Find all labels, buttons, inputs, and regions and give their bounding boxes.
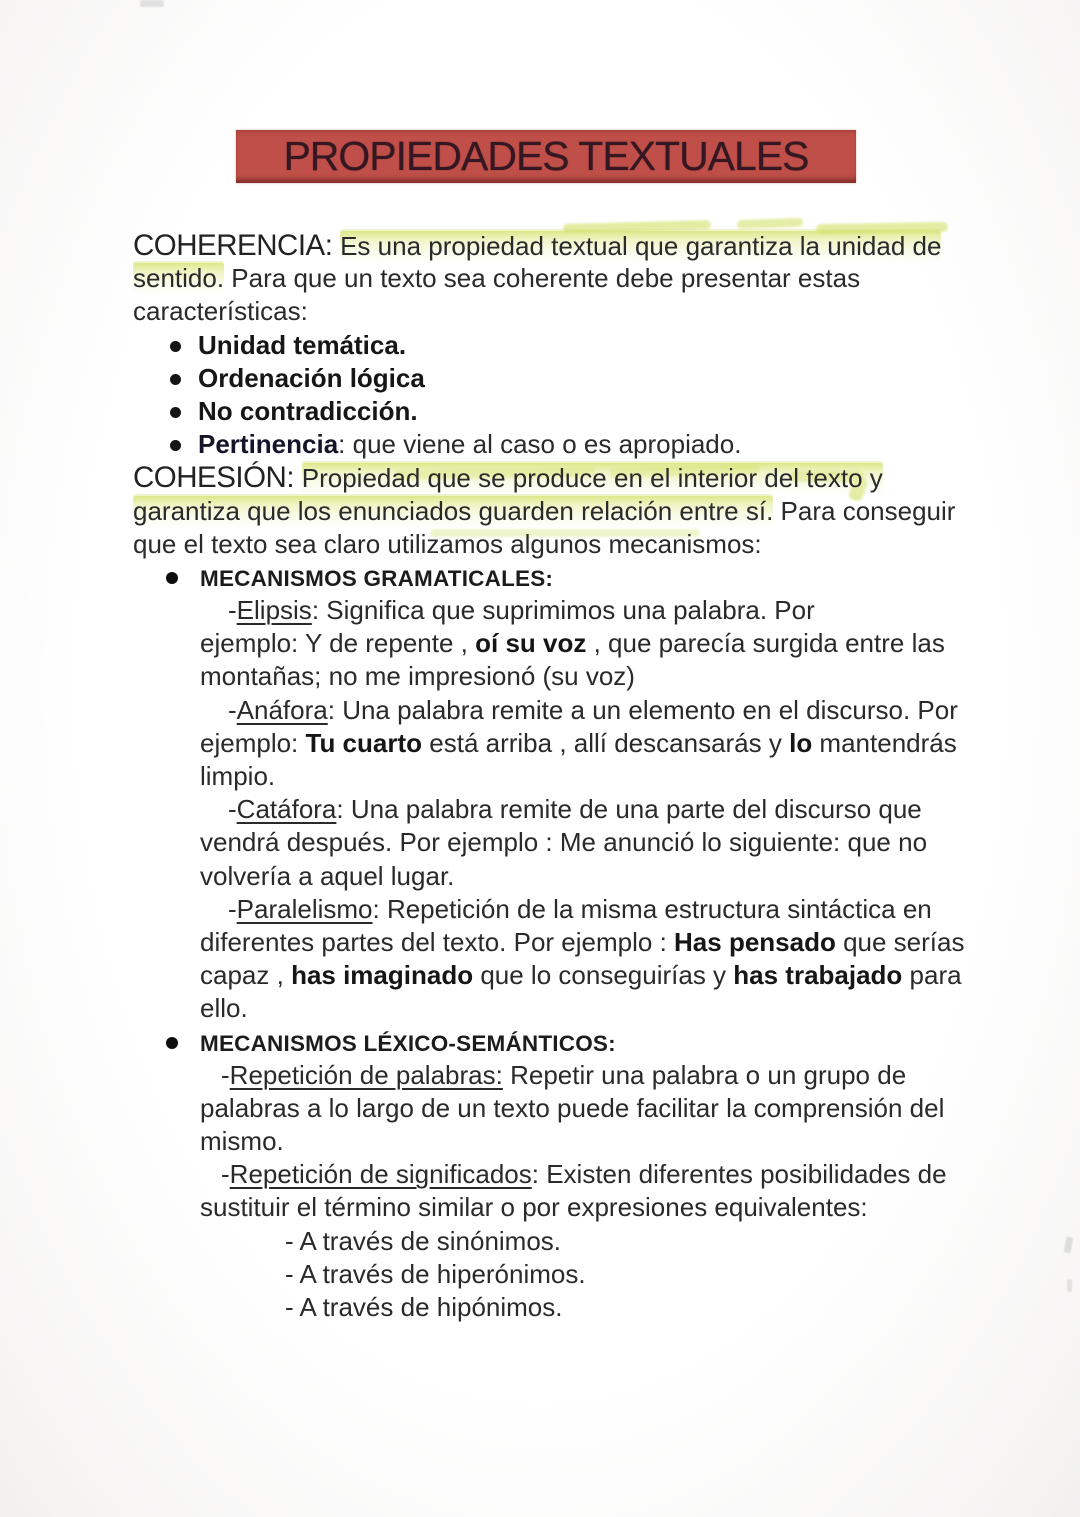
document-body [133, 229, 1013, 1324]
doc-line [133, 860, 1013, 893]
doc-line [133, 1291, 1013, 1324]
text-segment: montañas; no me impresionó (su voz) [200, 661, 635, 692]
doc-line [133, 627, 1013, 660]
text-segment: Para conseguir [773, 495, 956, 526]
doc-line [133, 727, 1013, 760]
doc-line [133, 893, 1013, 926]
text-segment: garantiza que los enunciados guarden relación entre sí. [133, 495, 774, 526]
text-segment: No contradicción. [198, 395, 418, 426]
scan-smudge [1067, 1279, 1072, 1292]
text-segment: : Significa que suprimimos una palabra. Por [311, 595, 815, 626]
text-segment: Tu cuarto [305, 727, 423, 758]
doc-line [133, 428, 1013, 461]
text-segment: - A través de sinónimos. [285, 1225, 562, 1256]
highlighter-stroke [737, 218, 803, 229]
text-segment: lo [789, 727, 813, 758]
text-segment: Has pensado [674, 926, 836, 957]
doc-line [133, 362, 1013, 395]
text-segment: MECANISMOS LÉXICO-SEMÁNTICOS: [200, 1030, 616, 1056]
doc-line [133, 1125, 1013, 1158]
doc-line [133, 528, 1013, 561]
text-segment: Anáfora [236, 694, 328, 725]
text-segment: - A través de hipónimos. [285, 1292, 563, 1322]
doc-line [133, 1191, 1013, 1224]
text-segment: capaz , [200, 960, 292, 991]
text-segment: Paralelismo [236, 893, 373, 924]
text-segment: Repetición de palabras: [229, 1059, 503, 1090]
doc-line [133, 793, 1013, 826]
text-segment: Propiedad que se produce en el interior del texto y [301, 463, 883, 494]
text-segment: limpio. [200, 761, 276, 791]
text-segment: sustituir el término similar o por expresiones equivalentes: [200, 1192, 868, 1223]
doc-line [133, 262, 1013, 295]
doc-line [133, 461, 1013, 494]
text-segment: que lo conseguirías y [473, 960, 734, 991]
text-segment: COHESIÓN: [133, 461, 302, 495]
doc-line [133, 760, 1013, 793]
text-segment: - [228, 694, 237, 725]
text-segment: para [902, 960, 962, 991]
text-segment: has trabajado [733, 960, 903, 991]
doc-line [133, 959, 1013, 992]
text-segment: - [221, 1159, 230, 1190]
text-segment: palabras a lo largo de un texto puede facilitar la comprensión del [200, 1092, 945, 1123]
text-segment: : Una palabra remite a un elemento en el discurso. Por [327, 694, 958, 725]
doc-line [133, 1158, 1013, 1191]
doc-line [133, 1026, 1013, 1059]
text-segment: , que parecía surgida entre las [586, 628, 945, 659]
doc-line [133, 295, 1013, 328]
doc-line [133, 561, 1013, 594]
text-segment: características: [133, 296, 308, 327]
doc-line [133, 660, 1013, 693]
doc-line [133, 992, 1013, 1025]
text-segment: - [228, 595, 237, 626]
text-segment: has imaginado [291, 960, 474, 991]
text-segment: ello. [200, 993, 248, 1024]
doc-line [133, 329, 1013, 362]
text-segment: Es una propiedad textual que garantiza la unidad de [340, 231, 942, 261]
text-segment: Catáfora [236, 794, 337, 825]
doc-line [133, 926, 1013, 959]
text-segment: que el texto sea claro utilizamos algunos mecanismos: [133, 528, 762, 559]
doc-line [133, 1092, 1013, 1125]
text-segment: que serías [835, 926, 965, 957]
text-segment: ejemplo: [200, 727, 306, 758]
text-segment: oí su voz [475, 628, 587, 659]
doc-line [133, 495, 1013, 528]
text-segment: : Una palabra remite de una parte del discurso que [336, 794, 922, 825]
text-segment: ejemplo: Y de repente , [200, 628, 476, 659]
text-segment: sentido. [133, 263, 225, 294]
text-segment: Repetir una palabra o un grupo de [502, 1059, 907, 1090]
text-segment: Ordenación lógica [198, 362, 425, 393]
text-segment: Repetición de significados [229, 1159, 532, 1190]
text-segment: - A través de hiperónimos. [285, 1258, 586, 1289]
text-segment: vendrá después. Por ejemplo : Me anunció lo siguiente: que no [200, 827, 928, 858]
text-segment: - [228, 794, 237, 825]
text-segment: mantendrás [812, 727, 957, 758]
text-segment: volvería a aquel lugar. [200, 860, 455, 891]
page-title: PROPIEDADES TEXTUALES [283, 133, 809, 179]
text-segment: COHERENCIA: [133, 229, 341, 262]
title-highlight [236, 130, 856, 183]
doc-line [133, 1059, 1013, 1092]
doc-line [133, 1258, 1013, 1291]
text-segment: mismo. [200, 1126, 284, 1157]
text-segment: : que viene al caso o es apropiado. [338, 429, 742, 460]
text-segment: diferentes partes del texto. Por ejemplo : [200, 926, 675, 957]
text-segment: Unidad temática. [198, 329, 407, 360]
text-segment: MECANISMOS GRAMATICALES: [200, 565, 554, 591]
text-segment: Pertinencia [198, 429, 339, 460]
doc-line [133, 694, 1013, 727]
text-segment: : Existen diferentes posibilidades de [531, 1159, 947, 1190]
text-segment: - [228, 893, 237, 924]
doc-line [133, 826, 1013, 859]
doc-line [133, 594, 1013, 627]
text-segment: está arriba , allí descansarás y [422, 727, 790, 758]
scan-smudge [1064, 1237, 1074, 1254]
doc-line [133, 229, 1013, 262]
scan-smudge [140, 0, 164, 7]
doc-line [133, 395, 1013, 428]
text-segment: Para que un texto sea coherente debe presentar estas [224, 263, 861, 294]
doc-line [133, 1225, 1013, 1258]
text-segment: - [221, 1059, 230, 1090]
text-segment: : Repetición de la misma estructura sintáctica en [372, 893, 932, 924]
text-segment: Elipsis [236, 595, 312, 626]
